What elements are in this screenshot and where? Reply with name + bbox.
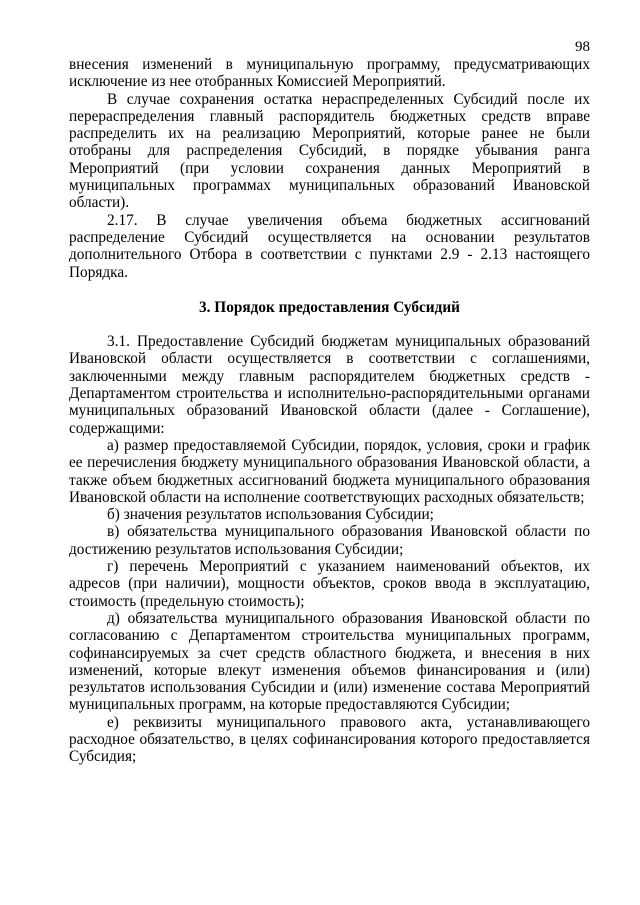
document-body <box>69 56 590 766</box>
page-number: 98 <box>575 39 590 55</box>
list-item-g: г) перечень Мероприятий с указанием наименований объектов, их адресов (при наличии), мощности объектов, сроков ввода в эксплуатацию, стоимость (предельную стоимость); <box>69 558 590 610</box>
spacer <box>69 316 590 333</box>
paragraph-amendments-continuation: внесения изменений в муниципальную программу, предусматривающих исключение из нее отобранных Комиссией Мероприятий. <box>69 56 590 91</box>
list-item-a: а) размер предоставляемой Субсидии, порядок, условия, сроки и график ее перечисления бюджету муниципального образования Ивановской области, а также объем бюджетных ассигнований бюджета муниципального образования Ивановской области на исполнение соответствующих расходных обязательств; <box>69 436 590 506</box>
list-item-e: е) реквизиты муниципального правового акта, устанавливающего расходное обязательство, в целях софинансирования которого предоставляется Субсидия; <box>69 713 590 766</box>
list-item-d: д) обязательства муниципального образования Ивановской области по согласованию с Департаментом строительства муниципальных программ, софинансируемых за счет средств областного бюджета, и внесения в них изменений, которые влекут изменения объемов финансирования и (или) результатов использования Субсидии и (или) изменение состава Мероприятий муниципальных программ, на которые предоставляются Субсидии; <box>69 609 590 714</box>
list-item-b: б) значения результатов использования Субсидии; <box>107 506 434 524</box>
list-item-v: в) обязательства муниципального образования Ивановской области по достижению результатов использования Субсидии; <box>69 523 590 558</box>
paragraph-3-1: 3.1. Предоставление Субсидий бюджетам муниципальных образований Ивановской области осуществляется в соответствии с соглашениями, заключенными между главным распорядителем бюджетных средств - Департаментом строительства и исполнительно-распорядительными органами муниципальных образований Ивановской области (далее - Соглашение), содержащими: <box>69 333 590 437</box>
section-heading: 3. Порядок предоставления Субсидий <box>199 298 460 316</box>
spacer <box>69 281 590 299</box>
paragraph-2-17: 2.17. В случае увеличения объема бюджетных ассигнований распределение Субсидий осуществляется на основании результатов дополнительного Отбора в соответствии с пунктами 2.9 - 2.13 настоящего Порядка. <box>69 211 590 281</box>
paragraph-remaining-subsidies: В случае сохранения остатка нераспределенных Субсидий после их перераспределения главный распорядитель бюджетных средств вправе распределить их на реализацию Мероприятий, которые ранее не были отобраны для распределения Субсидий, в порядке убывания ранга Мероприятий (при условии сохранения данных Мероприятий в муниципальных программах муниципальных образований Ивановской области). <box>69 90 590 212</box>
